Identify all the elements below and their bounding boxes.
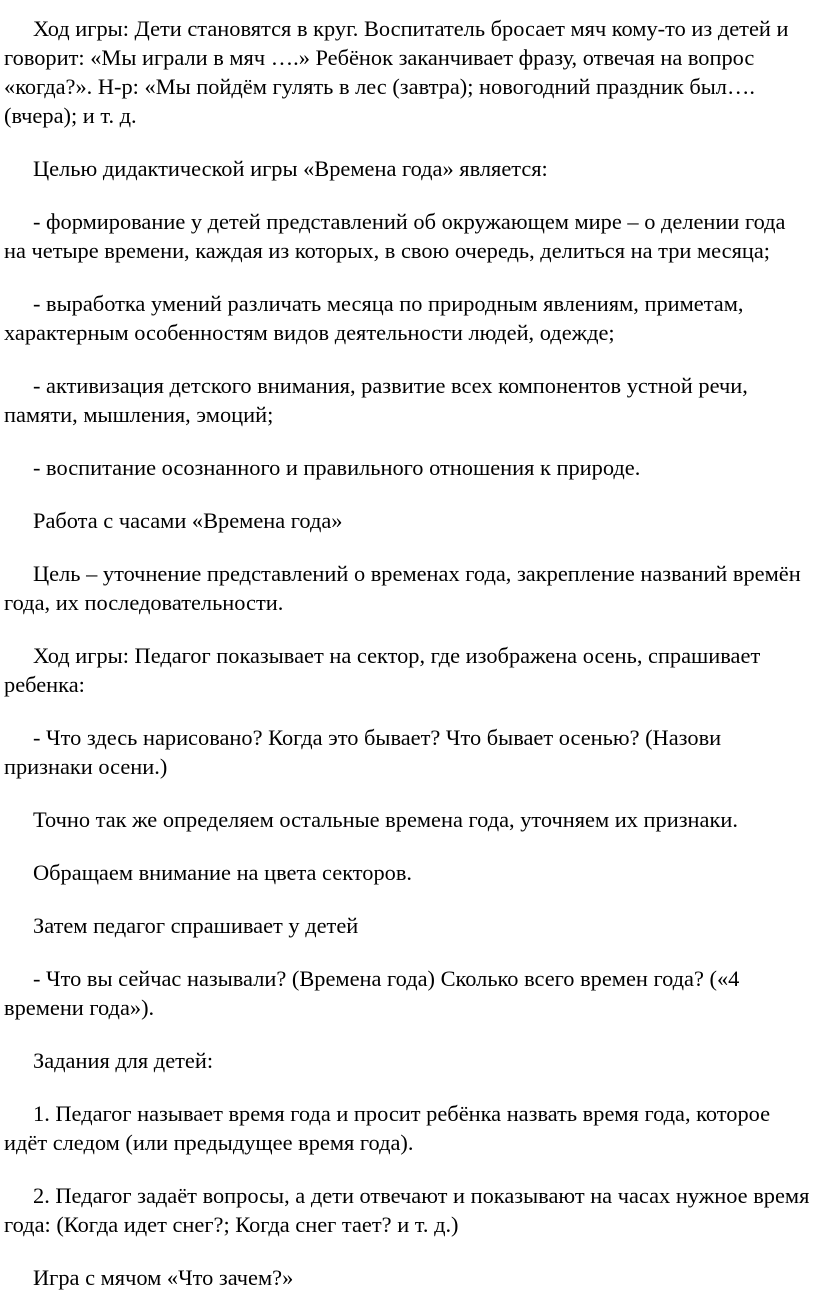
- paragraph-task-1: 1. Педагог называет время года и просит ребёнка назвать время года, которое идёт следом (или предыдущее время года).: [4, 1101, 771, 1155]
- paragraph-ball-game-heading: Игра с мячом «Что зачем?»: [33, 1265, 294, 1290]
- paragraph-task-2: 2. Педагог задаёт вопросы, а дети отвечают и показывают на часах нужное время года: (Когда идет снег?; Когда снег тает? и т. д.): [4, 1183, 810, 1237]
- paragraph-goal-item-3: - активизация детского внимания, развитие всех компонентов устной речи, памяти, мышления, эмоций;: [4, 373, 748, 427]
- paragraph-goal-item-2: - выработка умений различать месяца по природным явлениям, приметам, характерным особенностям видов деятельности людей, одежде;: [4, 291, 744, 345]
- paragraph-clock-heading: Работа с часами «Времена года»: [33, 508, 343, 533]
- paragraph-other-seasons: Точно так же определяем остальные времена года, уточняем их признаки.: [33, 807, 738, 832]
- paragraph-clock-procedure: Ход игры: Педагог показывает на сектор, где изображена осень, спрашивает ребенка:: [4, 643, 761, 697]
- paragraph-goal-item-4: - воспитание осознанного и правильного отношения к природе.: [33, 455, 641, 480]
- paragraph-question-autumn: - Что здесь нарисовано? Когда это бывает? Что бывает осенью? (Назови признаки осени.): [4, 725, 722, 779]
- paragraph-goal-intro: Целью дидактической игры «Времена года» является:: [33, 156, 548, 181]
- paragraph-question-seasons: - Что вы сейчас называли? (Времена года) Сколько всего времен года? («4 времени года»).: [4, 966, 740, 1020]
- paragraph-clock-goal: Цель – уточнение представлений о временах года, закрепление названий времён года, их последовательности.: [4, 561, 801, 615]
- paragraph-teacher-asks: Затем педагог спрашивает у детей: [33, 913, 359, 938]
- paragraph-sector-colors: Обращаем внимание на цвета секторов.: [33, 860, 413, 885]
- paragraph-game-procedure: Ход игры: Дети становятся в круг. Воспитатель бросает мяч кому-то из детей и говорит: «Мы играли в мяч ….» Ребёнок заканчивает фразу, отвечая на вопрос «когда?». Н-р: «Мы пойдём гулять в лес (завтра); новогодний праздник был…. (вчера); и т. д.: [4, 16, 789, 128]
- paragraph-tasks-heading: Задания для детей:: [33, 1048, 214, 1073]
- paragraph-goal-item-1: - формирование у детей представлений об окружающем мире – о делении года на четыре времени, каждая из которых, в свою очередь, делиться на три месяца;: [4, 209, 786, 263]
